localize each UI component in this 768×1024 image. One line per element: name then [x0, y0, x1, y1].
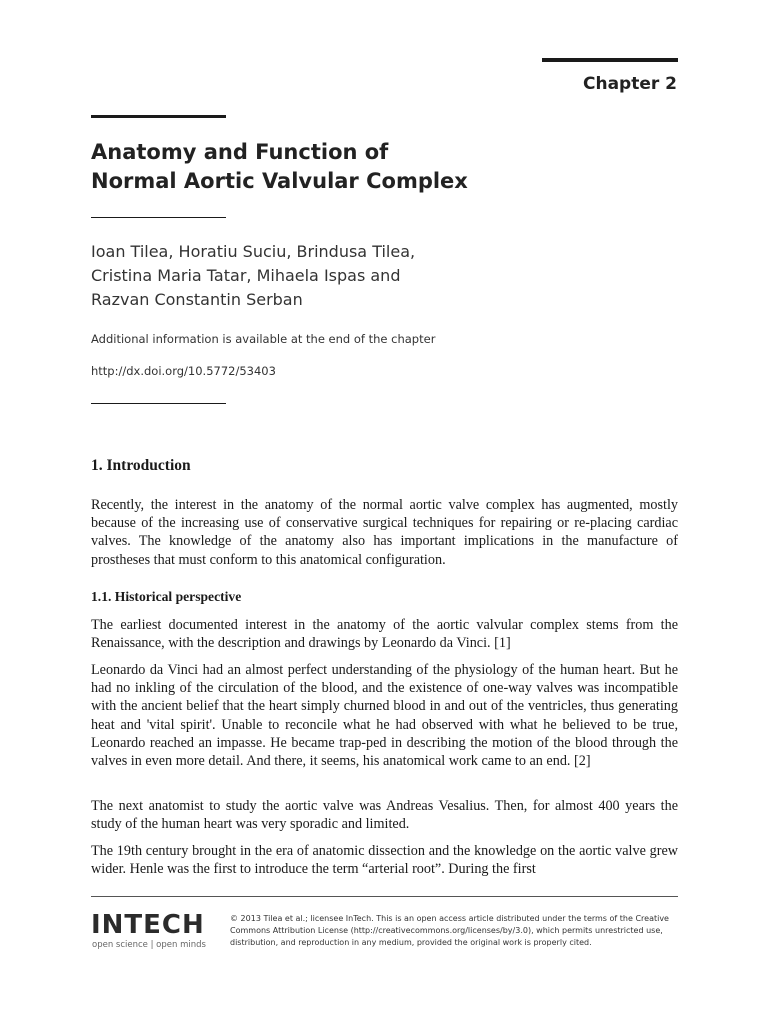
- author-list: [91, 240, 651, 312]
- footer-divider: [91, 896, 678, 897]
- section-heading-introduction: 1. Introduction: [91, 457, 191, 474]
- chapter-bar: [542, 58, 678, 62]
- historical-paragraph-1: The earliest documented interest in the anatomy of the aortic valvular complex stems from the Renaissance, with the description and drawings by Leonardo da Vinci. [1]: [91, 617, 678, 652]
- chapter-title-line-2: Normal Aortic Valvular Complex: [91, 169, 468, 193]
- title-bar: [91, 115, 226, 118]
- intech-tagline: open science | open minds: [92, 940, 206, 950]
- additional-info: Additional information is available at the end of the chapter: [91, 332, 436, 346]
- title-divider: [91, 217, 226, 218]
- chapter-title: [91, 138, 651, 196]
- chapter-title-line-1: Anatomy and Function of: [91, 140, 389, 164]
- doi-divider: [91, 403, 226, 404]
- author-line-2: Cristina Maria Tatar, Mihaela Ispas and: [91, 266, 401, 285]
- intech-logo: INTECH: [91, 910, 205, 940]
- doi-link[interactable]: http://dx.doi.org/10.5772/53403: [91, 364, 276, 378]
- intro-paragraph: Recently, the interest in the anatomy of the normal aortic valve complex has augmented, mostly because of the increasing use of conservative surgical techniques for repairing or re-placing cardiac valves. The knowledge of the anatomy also has important implications in the manufacture of prostheses that must conform to this anatomical configuration.: [91, 497, 678, 568]
- historical-paragraph-2: Leonardo da Vinci had an almost perfect understanding of the physiology of the human heart. But he had no inkling of the circulation of the blood, and the existence of one-way valves was incompatible with the ancient belief that the heart simply churned blood in and out of the ventricles, thus generating heat and 'vital spirit'. Unable to reconcile what he had observed with what he believed to be true, Leonardo reached an impasse. He became trap-ped in describing the motion of the blood through the valves in even more detail. And there, it seems, his anatomical work came to an end. [2]: [91, 662, 678, 770]
- historical-paragraph-3: The next anatomist to study the aortic valve was Andreas Vesalius. Then, for almost 400 years the study of the human heart was very sporadic and limited.: [91, 798, 678, 833]
- author-line-1: Ioan Tilea, Horatiu Suciu, Brindusa Tilea,: [91, 242, 416, 261]
- chapter-label: Chapter 2: [582, 74, 677, 94]
- historical-paragraph-4: The 19th century brought in the era of anatomic dissection and the knowledge on the aortic valve grew wider. Henle was the first to introduce the term “arterial root”. During the first: [91, 843, 678, 878]
- subsection-heading-historical: 1.1. Historical perspective: [91, 589, 242, 604]
- license-notice: © 2013 Tilea et al.; licensee InTech. This is an open access article distributed under the terms of the Creative Commons Attribution License (http://creativecommons.org/licenses/by/3.0), which permits unrestricted use, distribution, and reproduction in any medium, provided the original work is properly cited.: [230, 914, 669, 947]
- author-line-3: Razvan Constantin Serban: [91, 290, 303, 309]
